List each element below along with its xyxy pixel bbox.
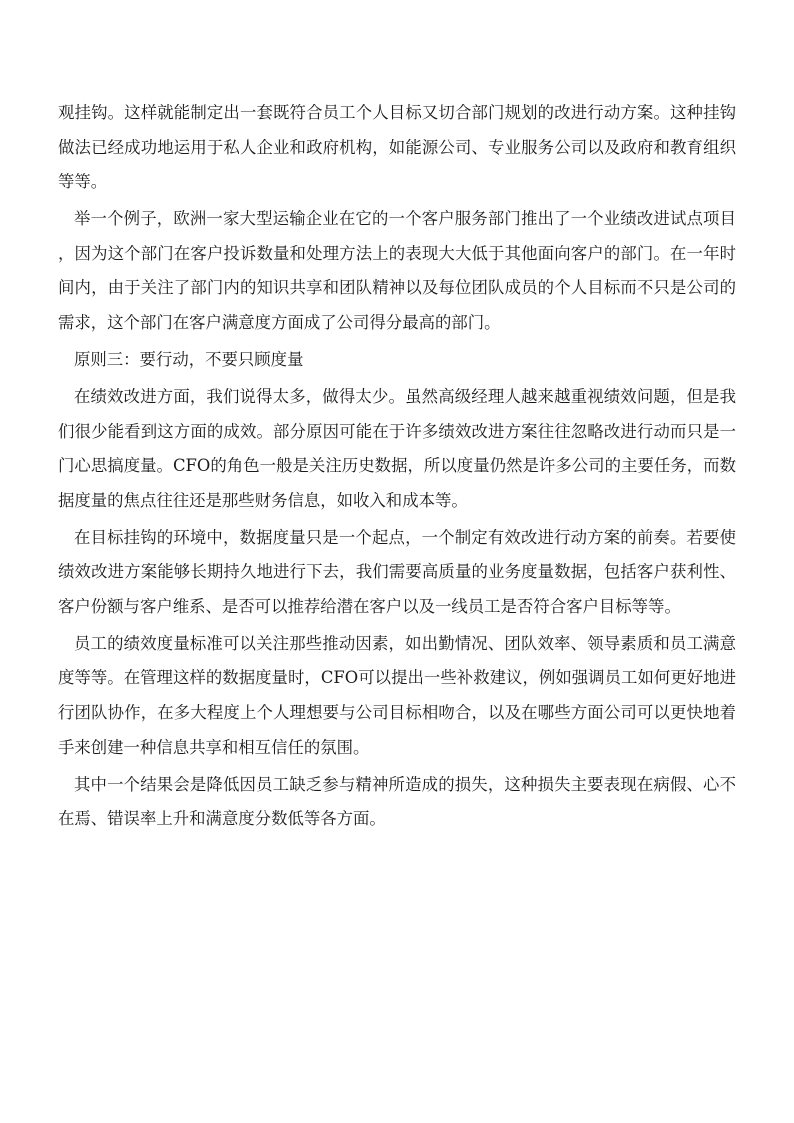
paragraph-continuation: 观挂钩。这样就能制定出一套既符合员工个人目标又切合部门规划的改进行动方案。这种挂钩做法已经成功地运用于私人企业和政府机构，如能源公司、专业服务公司以及政府和教育组织等等。 xyxy=(58,103,736,192)
document-body xyxy=(58,96,736,839)
paragraph-performance: 在绩效改进方面，我们说得太多，做得太少。虽然高级经理人越来越重视绩效问题，但是我们很少能看到这方面的成效。部分原因可能在于许多绩效改进方案往往忽略改进行动而只是一门心思搞度量。CFO的角色一般是关注历史数据，所以度量仍然是许多公司的主要任务，而数据度量的焦点往往还是那些财务信息，如收入和成本等。 xyxy=(58,386,736,510)
paragraph-employee-metrics: 员工的绩效度量标准可以关注那些推动因素，如出勤情况、团队效率、领导素质和员工满意度等等。在管理这样的数据度量时，CFO可以提出一些补救建议，例如强调员工如何更好地进行团队协作，在多大程度上个人理想要与公司目标相吻合，以及在哪些方面公司可以更快地着手来创建一种信息共享和相互信任的氛围。 xyxy=(58,633,736,757)
section-heading-principle-three: 原则三：要行动，不要只顾度量 xyxy=(74,349,304,369)
paragraph-result: 其中一个结果会是降低因员工缺乏参与精神所造成的损失，这种损失主要表现在病假、心不在焉、错误率上升和满意度分数低等各方面。 xyxy=(58,774,736,829)
paragraph-goal-linkage: 在目标挂钩的环境中，数据度量只是一个起点，一个制定有效改进行动方案的前奏。若要使绩效改进方案能够长期持久地进行下去，我们需要高质量的业务度量数据，包括客户获利性、客户份额与客户维系、是否可以推荐给潜在客户以及一线员工是否符合客户目标等等。 xyxy=(58,527,736,616)
paragraph-example: 举一个例子，欧洲一家大型运输企业在它的一个客户服务部门推出了一个业绩改进试点项目，因为这个部门在客户投诉数量和处理方法上的表现大大低于其他面向客户的部门。在一年时间内，由于关注了部门内的知识共享和团队精神以及每位团队成员的个人目标而不只是公司的需求，这个部门在客户满意度方面成了公司得分最高的部门。 xyxy=(58,209,736,332)
